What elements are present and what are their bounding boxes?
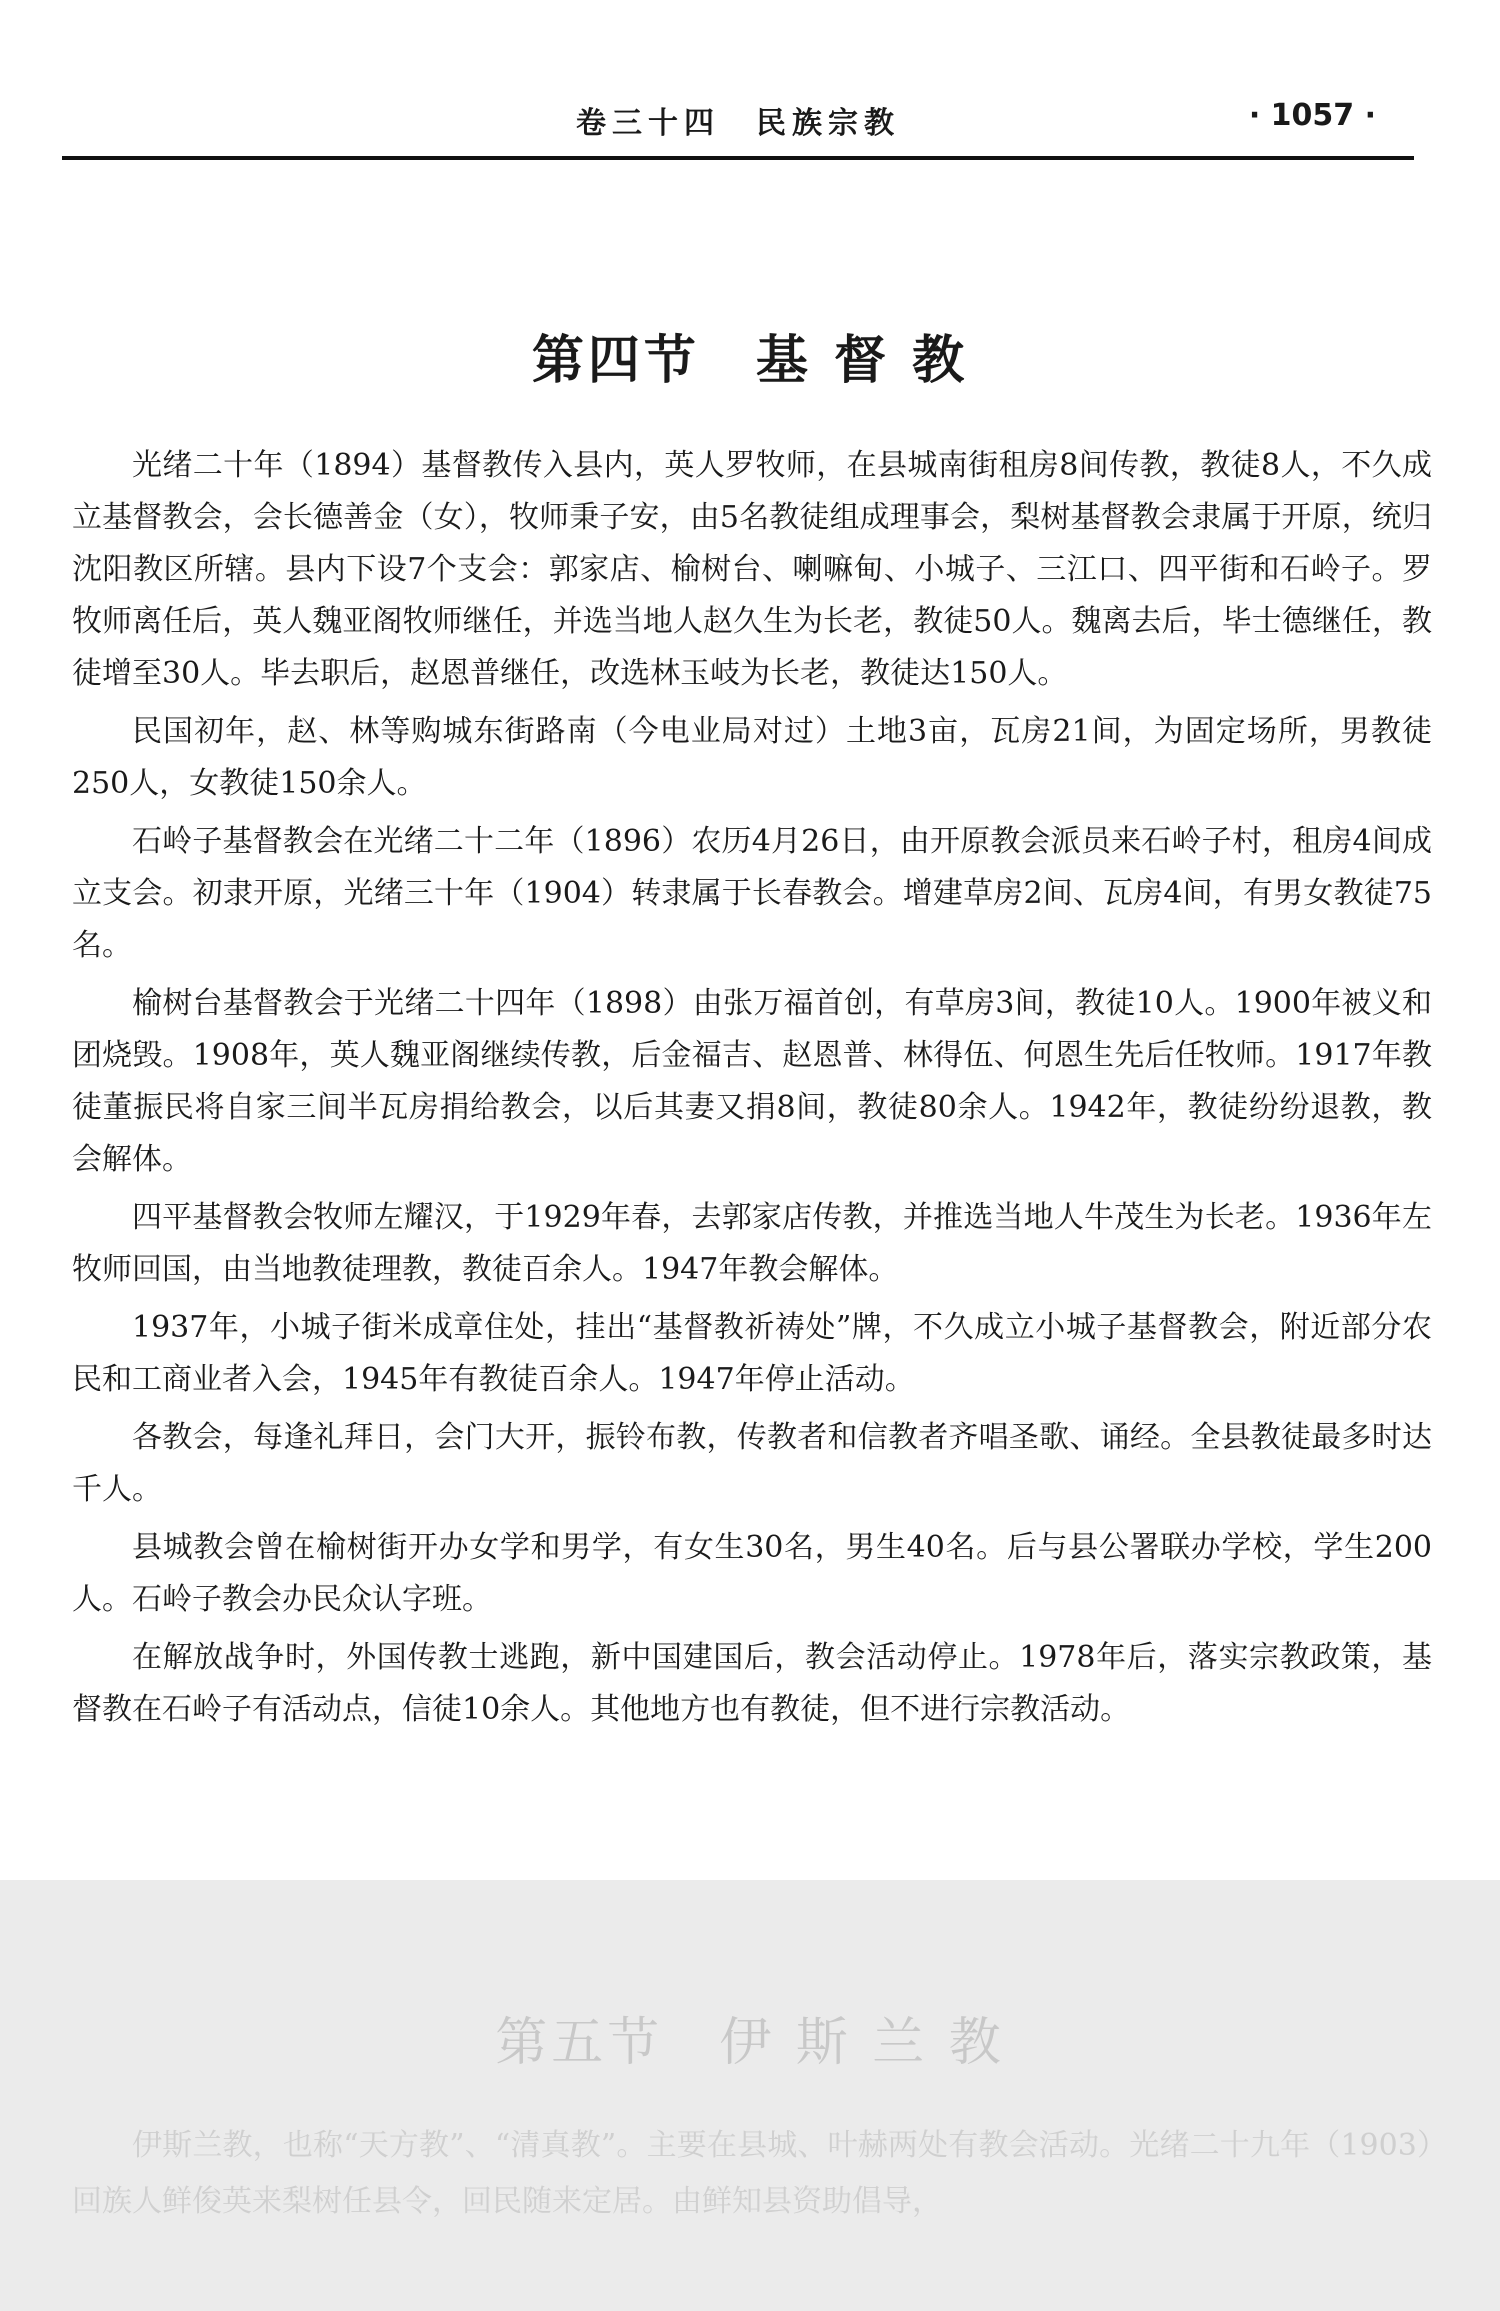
next-section-paragraph: 伊斯兰教，也称“天方教”、“清真教”。主要在县城、叶赫两处有教会活动。光绪二十九年（1903）回族人鲜俊英来梨树任县令，回民随来定居。由鲜知县资助倡导， — [72, 2128, 1432, 2219]
paragraph: 石岭子基督教会在光绪二十二年（1896）农历4月26日，由开原教会派员来石岭子村，租房4间成立支会。初隶开原，光绪三十年（1904）转隶属于长春教会。增建草房2间、瓦房4间，有男女教徒75名。 — [72, 824, 1432, 963]
header-rule — [62, 156, 1414, 160]
paragraph: 各教会，每逢礼拜日，会门大开，振铃布教，传教者和信教者齐唱圣歌、诵经。全县教徒最多时达千人。 — [72, 1420, 1432, 1507]
paragraph: 榆树台基督教会于光绪二十四年（1898）由张万福首创，有草房3间，教徒10人。1900年被义和团烧毁。1908年，英人魏亚阁继续传教，后金福吉、赵恩普、林得伍、何恩生先后任牧师。1917年教徒董振民将自家三间半瓦房捐给教会，以后其妻又捐8间，教徒80余人。1942年，教徒纷纷退教，教会解体。 — [72, 986, 1432, 1177]
paragraph: 县城教会曾在榆树街开办女学和男学，有女生30名，男生40名。后与县公署联办学校，学生200人。石岭子教会办民众认字班。 — [72, 1530, 1432, 1617]
paragraph: 在解放战争时，外国传教士逃跑，新中国建国后，教会活动停止。1978年后，落实宗教政策，基督教在石岭子有活动点，信徒10余人。其他地方也有教徒，但不进行宗教活动。 — [72, 1640, 1432, 1727]
page-header — [62, 88, 1414, 154]
running-head: 卷三十四 民族宗教 — [576, 106, 900, 141]
paragraph: 民国初年，赵、林等购城东街路南（今电业局对过）土地3亩，瓦房21间，为固定场所，男教徒250人，女教徒150余人。 — [72, 714, 1432, 801]
section-body — [72, 440, 1432, 1742]
next-section-title: 第五节 伊 斯 兰 教 — [495, 2013, 1005, 2073]
faded-preview-band — [0, 1880, 1500, 2311]
page-number: · 1057 · — [1248, 98, 1376, 133]
section-title: 第四节 基 督 教 — [531, 330, 969, 391]
paragraph: 四平基督教会牧师左耀汉，于1929年春，去郭家店传教，并推选当地人牛茂生为长老。1936年左牧师回国，由当地教徒理教，教徒百余人。1947年教会解体。 — [72, 1200, 1432, 1287]
paragraph: 光绪二十年（1894）基督教传入县内，英人罗牧师，在县城南街租房8间传教，教徒8人，不久成立基督教会，会长德善金（女），牧师秉子安，由5名教徒组成理事会，梨树基督教会隶属于开原，统归沈阳教区所辖。县内下设7个支会：郭家店、榆树台、喇嘛甸、小城子、三江口、四平街和石岭子。罗牧师离任后，英人魏亚阁牧师继任，并选当地人赵久生为长老，教徒50人。魏离去后，毕士德继任，教徒增至30人。毕去职后，赵恩普继任，改选林玉岐为长老，教徒达150人。 — [72, 448, 1432, 691]
paragraph: 1937年，小城子街米成章住处，挂出“基督教祈祷处”牌，不久成立小城子基督教会，附近部分农民和工商业者入会，1945年有教徒百余人。1947年停止活动。 — [72, 1310, 1432, 1397]
